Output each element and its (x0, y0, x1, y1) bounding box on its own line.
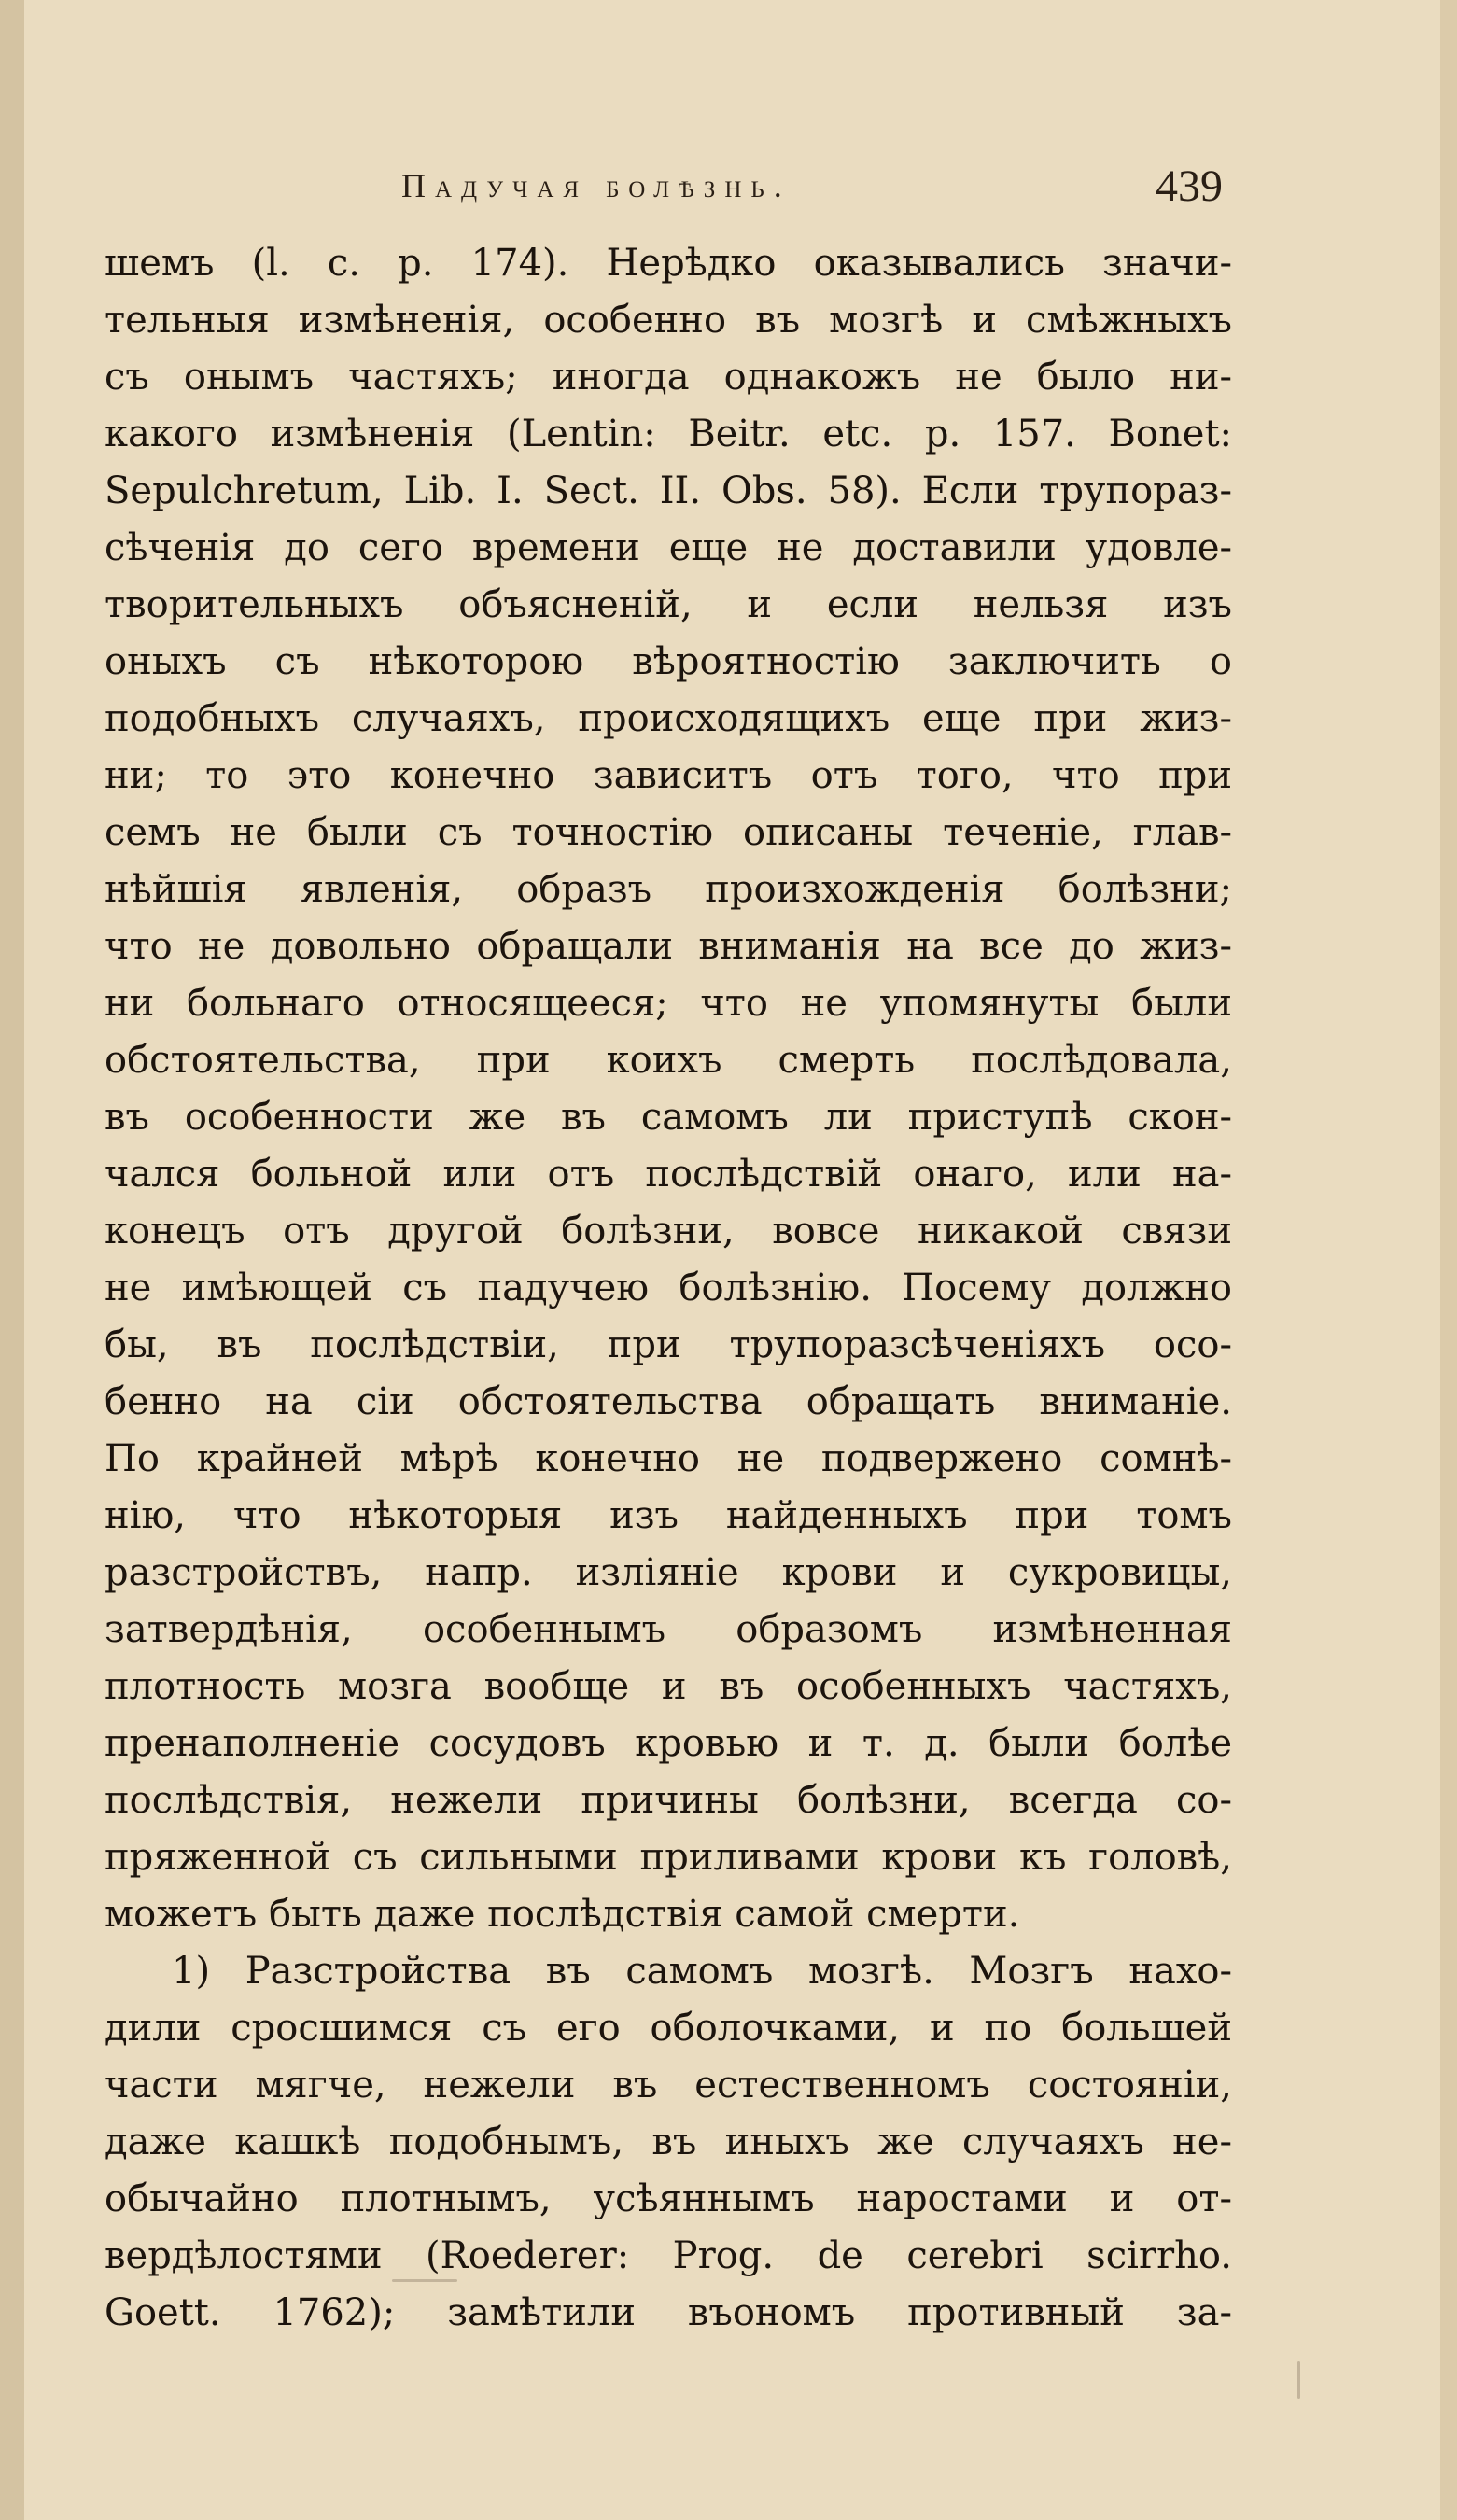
text-line: плотность мозга вообще и въ особенныхъ частяхъ, (105, 1665, 1232, 1708)
text-line: подобныхъ случаяхъ, происходящихъ еще при жиз- (105, 697, 1232, 740)
text-line: оныхъ съ нѣкоторою вѣроятностію заключить о (105, 640, 1232, 683)
paper-mark (392, 2279, 457, 2282)
text-line: бенно на сіи обстоятельства обращать вниманіе. (105, 1380, 1232, 1423)
text-line: съ онымъ частяхъ; иногда однакожъ не было ни- (105, 356, 1232, 399)
page-header (401, 161, 1223, 222)
text-line: творительныхъ объясненій, и если нельзя изъ (105, 583, 1232, 626)
paper-mark (1297, 2361, 1300, 2399)
text-line: Goett. 1762); замѣтили въономъ противный за- (105, 2291, 1232, 2334)
text-line: не имѣющей съ падучею болѣзнію. Посему должно (105, 1267, 1232, 1309)
text-line: обстоятельства, при коихъ смерть послѣдовала, (105, 1039, 1232, 1082)
text-line: шемъ (l. c. p. 174). Нерѣдко оказывались значи- (105, 242, 1232, 285)
text-line: можетъ быть даже послѣдствія самой смерти. (105, 1893, 1020, 1936)
text-line: нѣйшія явленія, образъ произхожденія болѣзни; (105, 868, 1232, 911)
text-line: послѣдствія, нежели причины болѣзни, всегда со- (105, 1779, 1232, 1822)
text-line: бы, въ послѣдствіи, при трупоразсѣченіяхъ осо- (105, 1323, 1232, 1366)
text-line: тельныя измѣненія, особенно въ мозгѣ и смѣжныхъ (105, 299, 1232, 342)
text-line: нію, что нѣкоторыя изъ найденныхъ при томъ (105, 1494, 1232, 1537)
text-line: конецъ отъ другой болѣзни, вовсе никакой связи (105, 1210, 1232, 1253)
page-right-edge (1440, 0, 1457, 2520)
text-line: ни; то это конечно зависитъ отъ того, что при (105, 754, 1232, 797)
text-line: сѣченія до сего времени еще не доставили удовле- (105, 526, 1232, 569)
text-line: обычайно плотнымъ, усѣяннымъ наростами и от- (105, 2177, 1232, 2220)
running-head: Падучая болѣзнь. (401, 167, 792, 204)
text-line: чался больной или отъ послѣдствій онаго, или на- (105, 1153, 1232, 1196)
text-line: въ особенности же въ самомъ ли приступѣ скон- (105, 1096, 1232, 1139)
text-line: вердѣлостями (Roederer: Prog. de cerebri scirrho. (105, 2234, 1232, 2277)
text-line: какого измѣненія (Lentin: Beitr. etc. p. 157. Bonet: (105, 413, 1232, 455)
text-line: семъ не были съ точностію описаны теченіе, глав- (105, 811, 1232, 854)
page-number: 439 (1156, 161, 1223, 211)
page-left-edge (0, 0, 24, 2520)
text-line: даже кашкѣ подобнымъ, въ иныхъ же случаяхъ не- (105, 2121, 1232, 2163)
text-line: 1) Разстройства въ самомъ мозгѣ. Мозгъ нахо- (172, 1950, 1232, 1993)
text-line: ни больнаго относящееся; что не упомянуты были (105, 982, 1232, 1025)
text-line: что не довольно обращали вниманія на все до жиз- (105, 925, 1232, 968)
text-line: затвердѣнія, особеннымъ образомъ измѣненная (105, 1608, 1232, 1651)
body-text (105, 235, 1232, 2342)
text-line: части мягче, нежели въ естественномъ состояніи, (105, 2064, 1232, 2107)
text-line: разстройствъ, напр. изліяніе крови и сукровицы, (105, 1551, 1232, 1594)
text-line: пренаполненіе сосудовъ кровью и т. д. были болѣе (105, 1722, 1232, 1765)
text-line: дили сросшимся съ его оболочками, и по большей (105, 2007, 1232, 2050)
text-line: Sepulchretum, Lib. I. Sect. II. Obs. 58). Если трупораз- (105, 469, 1232, 512)
text-line: По крайней мѣрѣ конечно не подвержено сомнѣ- (105, 1437, 1232, 1480)
text-line: пряженной съ сильными приливами крови къ головѣ, (105, 1836, 1232, 1879)
